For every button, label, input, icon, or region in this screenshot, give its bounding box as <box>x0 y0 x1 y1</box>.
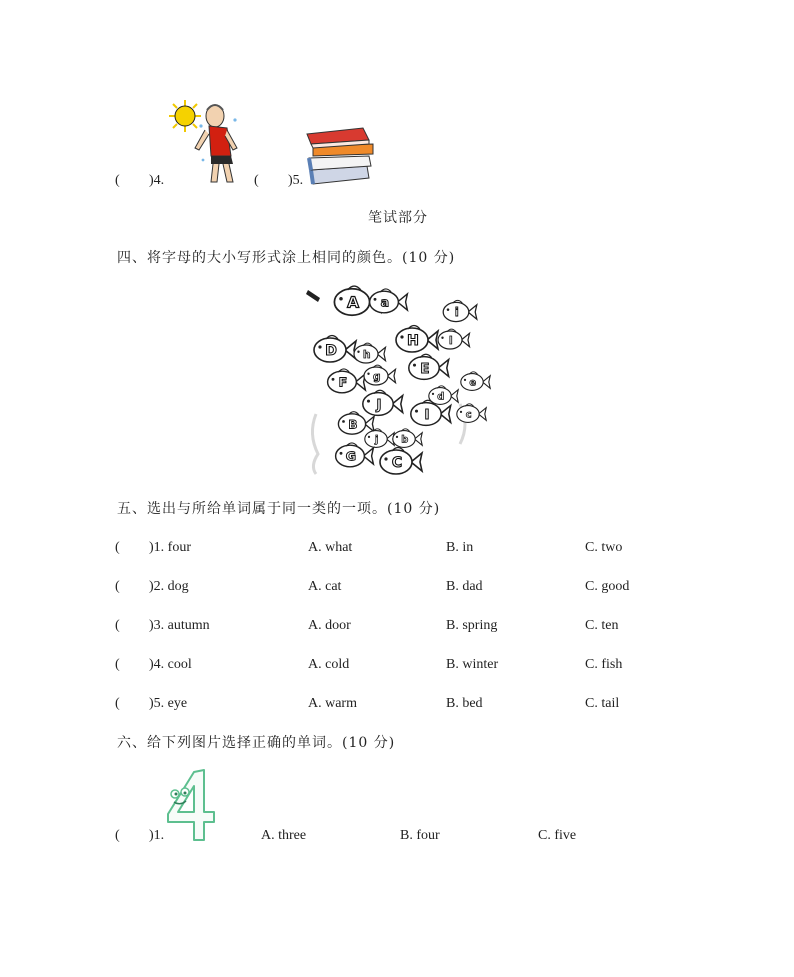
section4-title: 四、将字母的大小写形式涂上相同的颜色。(10 分) <box>117 250 456 266</box>
fish-letter: i <box>454 306 459 319</box>
top-item-5-paren: ( <box>254 173 259 188</box>
fish-letter: g <box>372 370 381 383</box>
fish-letter: a <box>380 294 390 310</box>
fish-H <box>396 326 438 353</box>
fish-h <box>354 343 386 363</box>
top-item-5-number: )5. <box>288 173 304 188</box>
fish-d <box>429 386 458 405</box>
fish-letter: E <box>420 361 430 377</box>
fish-B <box>338 412 374 435</box>
row1-option-a: A. what <box>308 540 353 555</box>
row5-option-b: B. bed <box>446 696 483 711</box>
row4-stem: )4. cool <box>149 657 192 672</box>
row1-option-b: B. in <box>446 540 474 555</box>
top-item-4-paren: ( <box>115 173 120 188</box>
fish-letter: H <box>407 333 419 349</box>
row5-option-a: A. warm <box>308 696 357 711</box>
pencil-icon <box>306 290 320 302</box>
fish-letter: G <box>345 448 357 464</box>
row5-option-c: C. tail <box>585 696 620 711</box>
top-item-4-number: )4. <box>149 173 165 188</box>
fish-group <box>314 286 490 474</box>
fish-G <box>336 443 374 467</box>
row2-option-a: A. cat <box>308 579 342 594</box>
fish-j <box>365 429 394 448</box>
fish-letter: A <box>347 293 360 312</box>
fish-D <box>314 336 356 363</box>
row2-paren: ( <box>115 579 120 594</box>
row5-paren: ( <box>115 696 120 711</box>
row2-option-c: C. good <box>585 579 630 594</box>
fish-g <box>364 365 396 385</box>
s6-row1-option-b: B. four <box>400 828 440 843</box>
written-part-title: 笔试部分 <box>368 210 428 226</box>
s6-row1-stem: )1. <box>149 828 165 843</box>
fish-i <box>443 300 477 321</box>
fish-letter: e <box>469 377 477 389</box>
fish-e <box>461 372 490 391</box>
section5-title: 五、选出与所给单词属于同一类的一项。(10 分) <box>117 501 441 517</box>
fish-a <box>370 289 408 313</box>
fish-letter: B <box>348 417 358 432</box>
fish-letter: F <box>338 374 348 390</box>
row1-paren: ( <box>115 540 120 555</box>
fish-letter: b <box>401 434 409 446</box>
fish-letter: c <box>465 409 472 421</box>
s6-row1-paren: ( <box>115 828 120 843</box>
fish-J <box>363 390 403 415</box>
fish-letter: D <box>325 343 337 359</box>
row4-option-c: C. fish <box>585 657 623 672</box>
s6-row1-option-c: C. five <box>538 828 577 843</box>
fish-letter: h <box>363 348 371 361</box>
fish-F <box>328 369 366 393</box>
fish-letter: j <box>375 434 379 446</box>
sun-icon <box>175 106 195 126</box>
fish-letter: I <box>424 407 430 423</box>
row3-paren: ( <box>115 618 120 633</box>
fish-E <box>409 354 449 379</box>
row4-option-b: B. winter <box>446 657 499 672</box>
s6-row1-option-a: A. three <box>261 828 307 843</box>
row3-option-c: C. ten <box>585 618 619 633</box>
section6-title: 六、给下列图片选择正确的单词。(10 分) <box>117 735 396 751</box>
row2-option-b: B. dad <box>446 579 483 594</box>
fish-letter: J <box>376 397 382 413</box>
row3-stem: )3. autumn <box>149 618 210 633</box>
fish-letter: l <box>448 334 453 347</box>
row4-paren: ( <box>115 657 120 672</box>
fish-letter: d <box>437 391 445 403</box>
row2-stem: )2. dog <box>149 579 189 594</box>
fish-l <box>438 329 470 349</box>
row1-stem: )1. four <box>149 540 191 555</box>
row3-option-a: A. door <box>308 618 351 633</box>
row3-option-b: B. spring <box>446 618 498 633</box>
fish-letters-illustration <box>300 284 495 479</box>
row5-stem: )5. eye <box>149 696 188 711</box>
hot-man-illustration <box>165 98 247 188</box>
number-four-illustration <box>164 768 220 844</box>
fish-b <box>393 429 422 448</box>
fish-C <box>380 448 422 475</box>
books-illustration <box>305 126 377 188</box>
row4-option-a: A. cold <box>308 657 350 672</box>
row1-option-c: C. two <box>585 540 623 555</box>
fish-letter: C <box>391 455 403 471</box>
